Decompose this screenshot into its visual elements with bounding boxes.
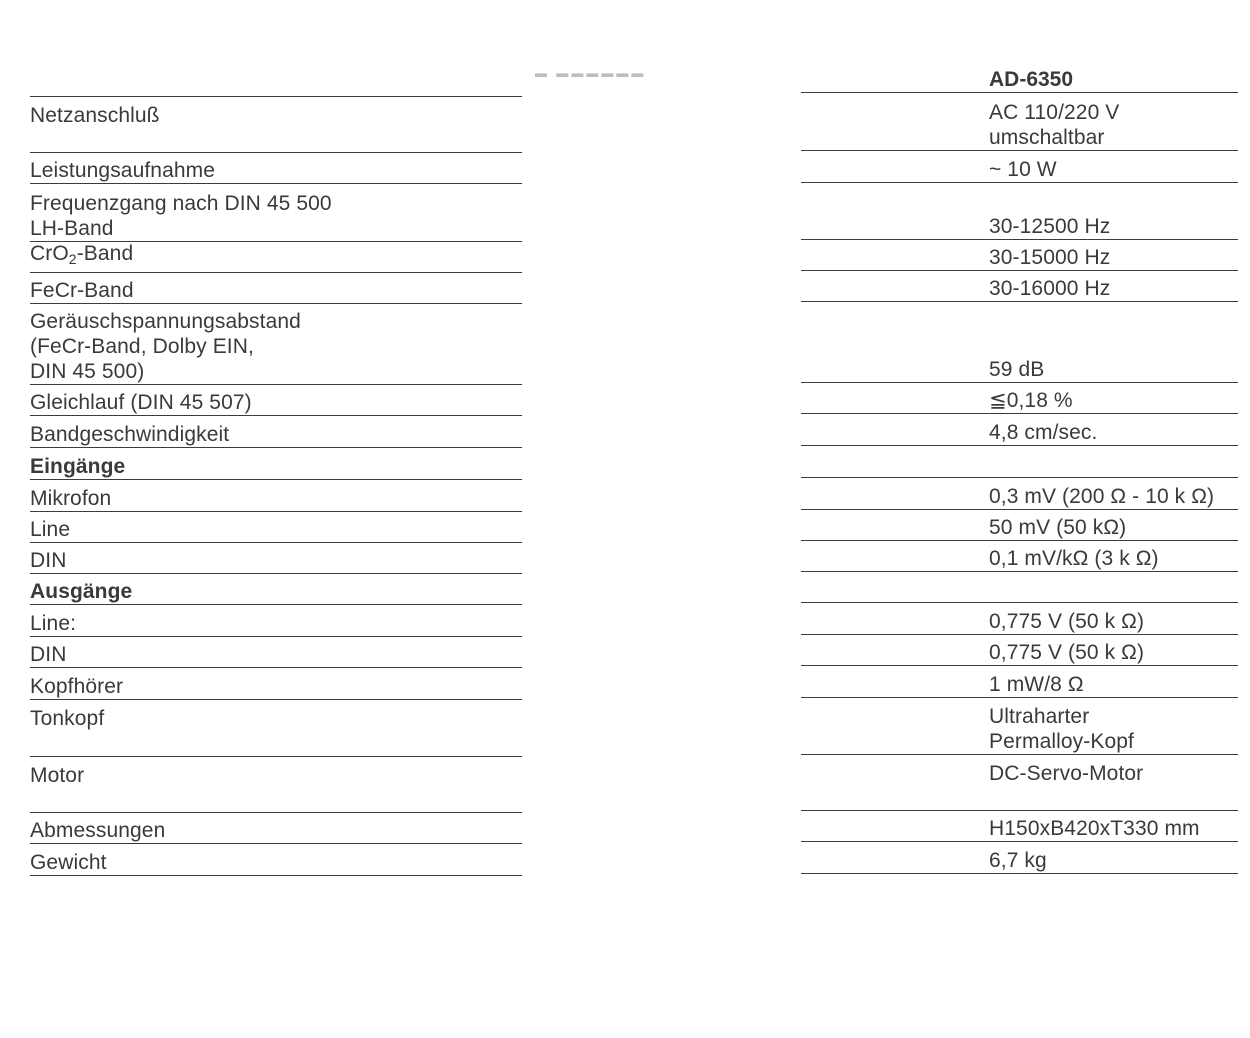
spec-value: 30-16000 Hz xyxy=(989,277,1111,300)
spec-row-value xyxy=(801,755,1238,811)
spec-row-label xyxy=(30,844,522,876)
spec-row-value xyxy=(801,240,1238,271)
spec-label: Tonkopf xyxy=(30,707,105,730)
spec-label xyxy=(30,241,133,272)
spec-row-label xyxy=(30,184,522,242)
spec-value: 30-12500 Hz xyxy=(989,215,1111,238)
spec-row-value xyxy=(801,446,1238,478)
spec-row-value xyxy=(801,572,1238,603)
spec-row-value xyxy=(801,842,1238,874)
spec-value: AC 110/220 V umschaltbar xyxy=(989,101,1120,149)
spec-row-label xyxy=(30,304,522,385)
spec-row-label xyxy=(30,543,522,574)
spec-row-value xyxy=(801,383,1238,414)
spec-label-subscript: 2 xyxy=(68,251,77,267)
spec-value: DC-Servo-Motor xyxy=(989,762,1144,785)
spec-label-suffix: -Band xyxy=(76,242,134,265)
spec-row-label xyxy=(30,480,522,512)
spec-label: Motor xyxy=(30,764,85,787)
spec-row-label xyxy=(30,385,522,416)
spec-value: 0,3 mV (200 Ω - 10 k Ω) xyxy=(989,485,1215,508)
spec-row-label xyxy=(30,97,522,153)
spec-row-value xyxy=(801,666,1238,698)
spec-label: Netzanschluß xyxy=(30,104,160,127)
spec-label: DIN xyxy=(30,549,67,572)
spec-row-label xyxy=(30,416,522,448)
spec-label: Geräuschspannungsabstand (FeCr-Band, Dolby EIN, DIN 45 500) xyxy=(30,310,301,383)
spec-label: DIN xyxy=(30,643,67,666)
spec-label: Gleichlauf (DIN 45 507) xyxy=(30,391,252,414)
spec-row-label xyxy=(30,242,522,273)
spec-row-value xyxy=(801,510,1238,541)
spec-value: 30-15000 Hz xyxy=(989,246,1111,269)
faded-print-fragment: ▬ ▬▬▬▬▬▬ xyxy=(535,66,647,80)
spec-value: H150xB420xT330 mm xyxy=(989,817,1200,840)
spec-row-label xyxy=(30,512,522,543)
spec-value: 50 mV (50 kΩ) xyxy=(989,516,1127,539)
spec-row-label xyxy=(30,813,522,844)
spec-row-value xyxy=(801,414,1238,446)
spec-value: 59 dB xyxy=(989,358,1045,381)
spec-row-label xyxy=(30,668,522,700)
spec-row-value xyxy=(801,811,1238,842)
spec-row-value xyxy=(801,302,1238,383)
spec-row-label xyxy=(30,700,522,757)
spec-row-label xyxy=(30,637,522,668)
spec-row-label xyxy=(30,757,522,813)
spec-label: FeCr-Band xyxy=(30,279,134,302)
spec-value: Ultraharter Permalloy-Kopf xyxy=(989,705,1134,753)
spec-label: Line: xyxy=(30,612,77,635)
spec-label: Bandgeschwindigkeit xyxy=(30,423,230,446)
spec-value: 0,1 mV/kΩ (3 k Ω) xyxy=(989,547,1159,570)
spec-label: Gewicht xyxy=(30,851,107,874)
spec-label: Mikrofon xyxy=(30,487,112,510)
spec-label: Leistungsaufnahme xyxy=(30,159,215,182)
spec-label: Line xyxy=(30,518,71,541)
spec-value: ~ 10 W xyxy=(989,158,1057,181)
spec-value: 4,8 cm/sec. xyxy=(989,421,1098,444)
spec-row-value xyxy=(801,603,1238,635)
spec-section-heading xyxy=(30,574,522,605)
spec-section-heading xyxy=(30,448,522,480)
spec-row-label xyxy=(30,153,522,184)
spec-label: Frequenzgang nach DIN 45 500 LH-Band xyxy=(30,192,332,240)
spec-row-value xyxy=(801,635,1238,666)
spec-row-value xyxy=(801,93,1238,151)
spec-row-value xyxy=(801,541,1238,572)
spec-value: 0,775 V (50 k Ω) xyxy=(989,610,1145,633)
model-heading: AD-6350 xyxy=(989,68,1074,91)
section-heading-inputs: Eingänge xyxy=(30,455,126,478)
spec-value: 6,7 kg xyxy=(989,849,1047,872)
spec-value: ≦0,18 % xyxy=(989,389,1073,412)
section-heading-outputs: Ausgänge xyxy=(30,580,133,603)
spec-row-value xyxy=(801,183,1238,240)
spec-row-label xyxy=(30,605,522,637)
spec-value: 0,775 V (50 k Ω) xyxy=(989,641,1145,664)
spec-label-prefix: CrO xyxy=(30,242,69,265)
spec-label: Kopfhörer xyxy=(30,675,124,698)
spec-row-label xyxy=(30,273,522,304)
spec-label: Abmessungen xyxy=(30,819,166,842)
spec-row-value xyxy=(801,271,1238,302)
spec-row-value xyxy=(801,698,1238,755)
spec-row-value xyxy=(801,478,1238,510)
spec-value: 1 mW/8 Ω xyxy=(989,673,1084,696)
spec-row-value xyxy=(801,151,1238,183)
